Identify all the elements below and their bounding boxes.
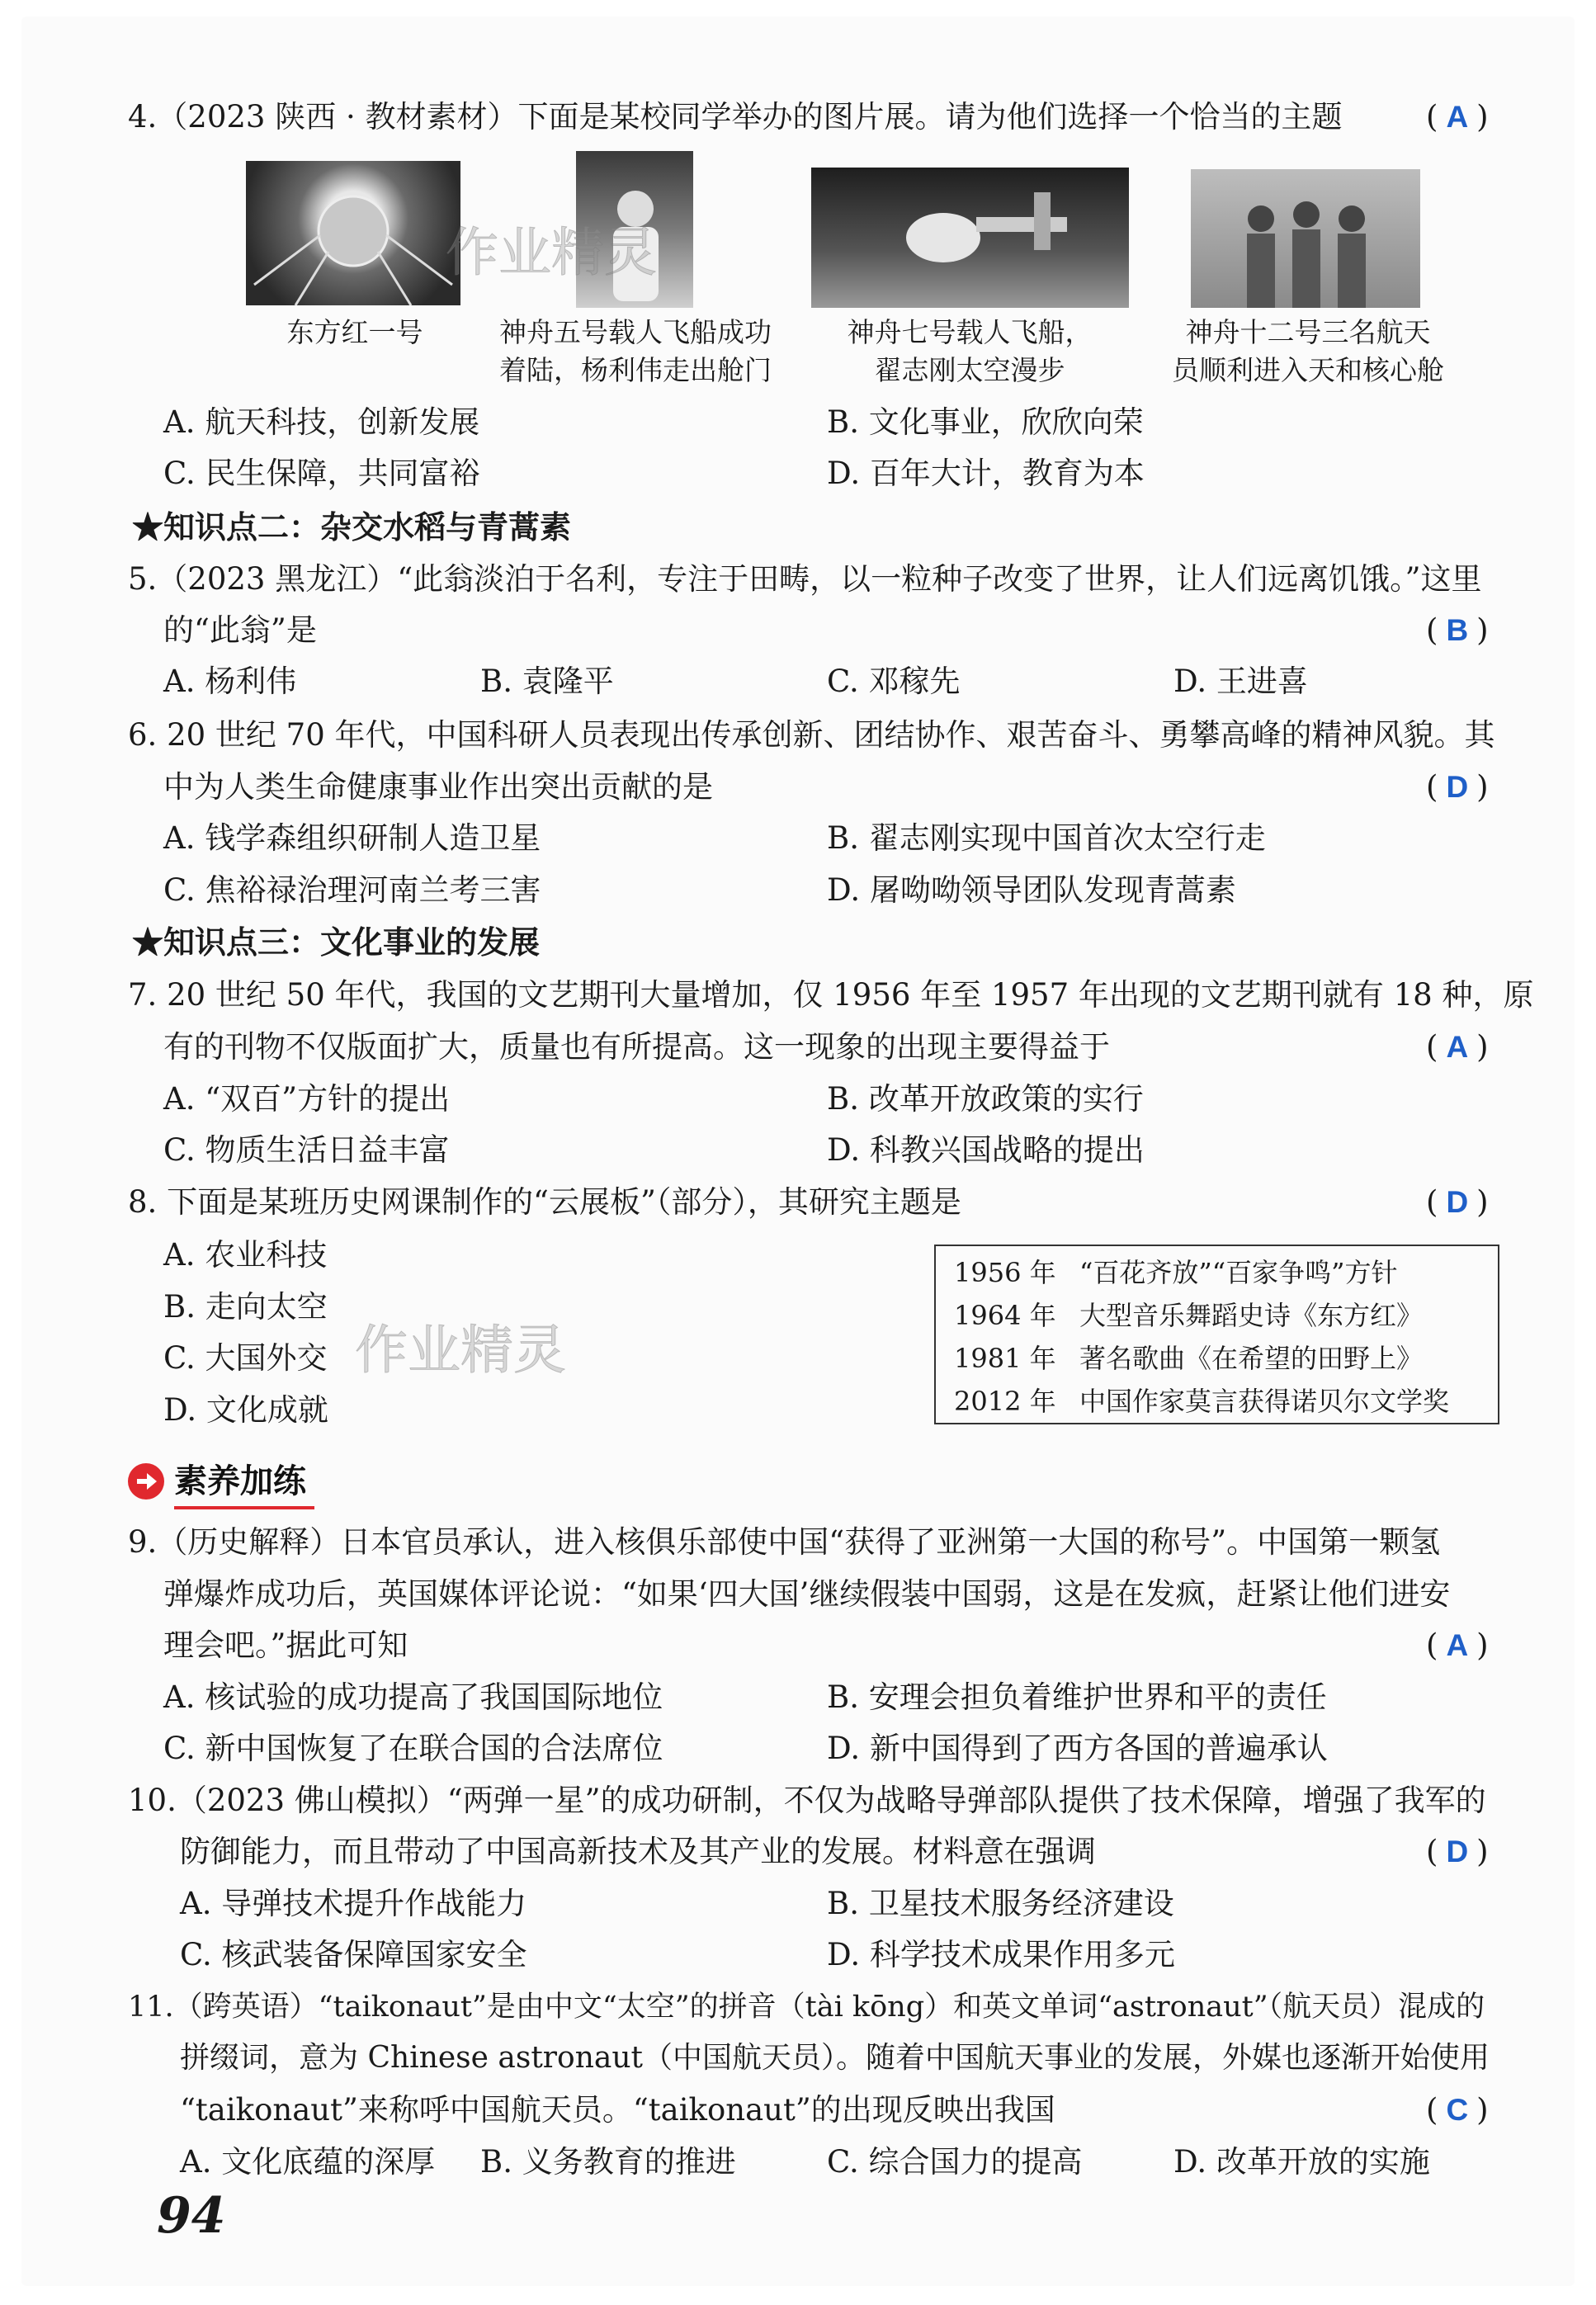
q11-option-c: C. 综合国力的提高	[827, 2144, 1083, 2180]
arrow-circle-icon	[128, 1463, 164, 1500]
table-year: 1964 年	[954, 1300, 1056, 1331]
spacewalk-icon	[811, 168, 1129, 308]
q10-option-b: B. 卫星技术服务经济建设	[827, 1886, 1174, 1921]
caption-1	[239, 314, 470, 352]
page-number: 94	[157, 2187, 226, 2245]
caption-2	[479, 314, 792, 390]
q10-option-d: D. 科学技术成果作用多元	[827, 1937, 1175, 1972]
q5-stem-line2: 的“此翁”是	[163, 612, 317, 648]
q7-option-b: B. 改革开放政策的实行	[827, 1081, 1144, 1117]
q10-stem-line2: 防御能力，而且带动了中国高新技术及其产业的发展。材料意在强调	[180, 1834, 1096, 1869]
caption-1-line1: 东方红一号	[286, 316, 423, 348]
q11-answer-letter: C	[1446, 2093, 1469, 2127]
q7-option-d: D. 科教兴国战略的提出	[827, 1132, 1145, 1168]
table-event: “百花齐放”“百家争鸣”方针	[1079, 1257, 1398, 1288]
q11-option-a: A. 文化底蕴的深厚	[180, 2144, 436, 2180]
q11-option-b: B. 义务教育的推进	[480, 2144, 736, 2180]
q11-stem-line1: 11.（跨英语）“taikonaut”是由中文“太空”的拼音（tài kōng）和英文单词“astronaut”（航天员）混成的	[128, 1991, 1485, 2024]
q9-option-b: B. 安理会担负着维护世界和平的责任	[827, 1679, 1327, 1715]
table-year: 2012 年	[954, 1386, 1056, 1417]
q5-option-c: C. 邓稼先	[827, 664, 961, 699]
q9-stem-line2: 弹爆炸成功后，英国媒体评论说：“如果‘四大国’继续假装中国弱，这是在发疯，赶紧让他们进安	[163, 1576, 1451, 1612]
caption-4-line1: 神舟十二号三名航天	[1185, 316, 1431, 348]
dongfanghong-satellite-photo	[246, 161, 460, 305]
table-event: 大型音乐舞蹈史诗《东方红》	[1079, 1300, 1424, 1331]
q5-answer: ( B )	[1426, 612, 1489, 648]
section-badge	[128, 1457, 334, 1506]
q6-option-b: B. 翟志刚实现中国首次太空行走	[827, 820, 1266, 856]
watermark: 作业精灵	[355, 1320, 566, 1382]
q8-answer: ( D )	[1426, 1184, 1489, 1220]
q7-option-c: C. 物质生活日益丰富	[163, 1132, 450, 1168]
heading-knowledge-2: ★知识点二：杂交水稻与青蒿素	[132, 508, 572, 546]
q8-option-d: D. 文化成就	[163, 1392, 328, 1428]
q4-answer-letter: A	[1446, 100, 1469, 134]
q9-stem-line3: 理会吧。”据此可知	[163, 1627, 408, 1663]
q6-option-d: D. 屠呦呦领导团队发现青蒿素	[827, 872, 1236, 908]
table-row	[954, 1251, 1498, 1294]
q5-option-b: B. 袁隆平	[480, 664, 614, 699]
caption-2-line2: 着陆，杨利伟走出舱门	[499, 354, 772, 386]
q9-option-d: D. 新中国得到了西方各国的普遍承认	[827, 1731, 1328, 1766]
q7-stem-line2: 有的刊物不仅版面扩大，质量也有所提高。这一现象的出现主要得益于	[163, 1029, 1110, 1065]
q4-option-b: B. 文化事业，欣欣向荣	[827, 404, 1144, 440]
table-row	[954, 1337, 1498, 1380]
q6-answer: ( D )	[1426, 769, 1489, 805]
table-event: 中国作家莫言获得诺贝尔文学奖	[1079, 1386, 1450, 1417]
q11-option-d: D. 改革开放的实施	[1173, 2144, 1430, 2180]
q4-option-d: D. 百年大计，教育为本	[827, 456, 1145, 491]
q10-stem-line1: 10.（2023 佛山模拟）“两弹一星”的成功研制，不仅为战略导弹部队提供了技术保障，增强了我军的	[128, 1783, 1486, 1818]
q6-option-c: C. 焦裕禄治理河南兰考三害	[163, 872, 541, 908]
q8-option-c: C. 大国外交	[163, 1340, 328, 1376]
q6-stem-line1: 6. 20 世纪 70 年代，中国科研人员表现出传承创新、团结协作、艰苦奋斗、勇攀高峰的精神风貌。其	[128, 717, 1495, 753]
q7-option-a: A. “双百”方针的提出	[163, 1081, 451, 1117]
table-row	[954, 1380, 1498, 1423]
q7-answer: ( A )	[1426, 1029, 1489, 1065]
q6-answer-letter: D	[1446, 770, 1469, 804]
q10-option-c: C. 核武装备保障国家安全	[180, 1937, 527, 1972]
q11-stem-line2: 拼缀词，意为 Chinese astronaut（中国航天员）。随着中国航天事业的发展，外媒也逐渐开始使用	[180, 2041, 1490, 2075]
q4-option-a: A. 航天科技，创新发展	[163, 404, 480, 440]
q6-option-a: A. 钱学森组织研制人造卫星	[163, 820, 541, 856]
q10-answer: ( D )	[1426, 1834, 1489, 1869]
q4-answer: ( A )	[1426, 99, 1489, 135]
caption-3	[821, 314, 1118, 390]
table-year: 1981 年	[954, 1343, 1056, 1374]
q5-answer-letter: B	[1446, 613, 1469, 647]
q5-option-a: A. 杨利伟	[163, 664, 297, 699]
crew-icon	[1191, 169, 1420, 308]
q6-stem-line2: 中为人类生命健康事业作出突出贡献的是	[163, 769, 713, 805]
shenzhou12-crew-photo	[1191, 169, 1420, 308]
table-year: 1956 年	[954, 1257, 1056, 1288]
q5-option-d: D. 王进喜	[1173, 664, 1308, 699]
q10-option-a: A. 导弹技术提升作战能力	[180, 1886, 527, 1921]
q8-option-a: A. 农业科技	[163, 1237, 328, 1273]
q9-option-a: A. 核试验的成功提高了我国国际地位	[163, 1679, 663, 1715]
caption-4	[1147, 314, 1469, 390]
table-event: 著名歌曲《在希望的田野上》	[1079, 1343, 1424, 1374]
q8-stem-line1: 8. 下面是某班历史网课制作的“云展板”（部分），其研究主题是	[128, 1184, 961, 1220]
q8-answer-letter: D	[1446, 1185, 1469, 1219]
q4-option-c: C. 民生保障，共同富裕	[163, 456, 480, 491]
q9-answer-letter: A	[1446, 1628, 1469, 1662]
caption-3-line2: 翟志刚太空漫步	[874, 354, 1065, 386]
q5-stem-line1: 5.（2023 黑龙江）“此翁淡泊于名利，专注于田畴，以一粒种子改变了世界，让人们远离饥饿。”这里	[128, 561, 1482, 597]
q11-answer: ( C )	[1426, 2092, 1489, 2128]
satellite-icon	[246, 161, 460, 305]
q8-option-b: B. 走向太空	[163, 1289, 328, 1325]
q11-stem-line3: “taikonaut”来称呼中国航天员。“taikonaut”的出现反映出我国	[180, 2092, 1055, 2128]
q9-option-c: C. 新中国恢复了在联合国的合法席位	[163, 1731, 663, 1766]
table-row	[954, 1294, 1498, 1337]
q9-stem-line1: 9.（历史解释）日本官员承认，进入核俱乐部使中国“获得了亚洲第一大国的称号”。中国第一颗氢	[128, 1524, 1441, 1560]
caption-3-line1: 神舟七号载人飞船，	[847, 316, 1093, 348]
q9-answer: ( A )	[1426, 1627, 1489, 1663]
section-title: 素养加练	[174, 1457, 314, 1509]
q10-answer-letter: D	[1446, 1835, 1469, 1868]
q7-answer-letter: A	[1446, 1030, 1469, 1064]
watermark: 作业精灵	[446, 223, 657, 284]
q7-stem-line1: 7. 20 世纪 50 年代，我国的文艺期刊大量增加，仅 1956 年至 1957 年出现的文艺期刊就有 18 种，原	[128, 977, 1534, 1013]
zhai-zhigang-spacewalk-photo	[811, 168, 1129, 308]
cloud-board-table	[934, 1245, 1499, 1424]
q4-stem-line1: 4.（2023 陕西 · 教材素材）下面是某校同学举办的图片展。请为他们选择一个恰当的主题	[128, 99, 1343, 135]
heading-knowledge-3: ★知识点三：文化事业的发展	[132, 923, 541, 961]
caption-4-line2: 员顺利进入天和核心舱	[1172, 354, 1444, 386]
caption-2-line1: 神舟五号载人飞船成功	[499, 316, 772, 348]
